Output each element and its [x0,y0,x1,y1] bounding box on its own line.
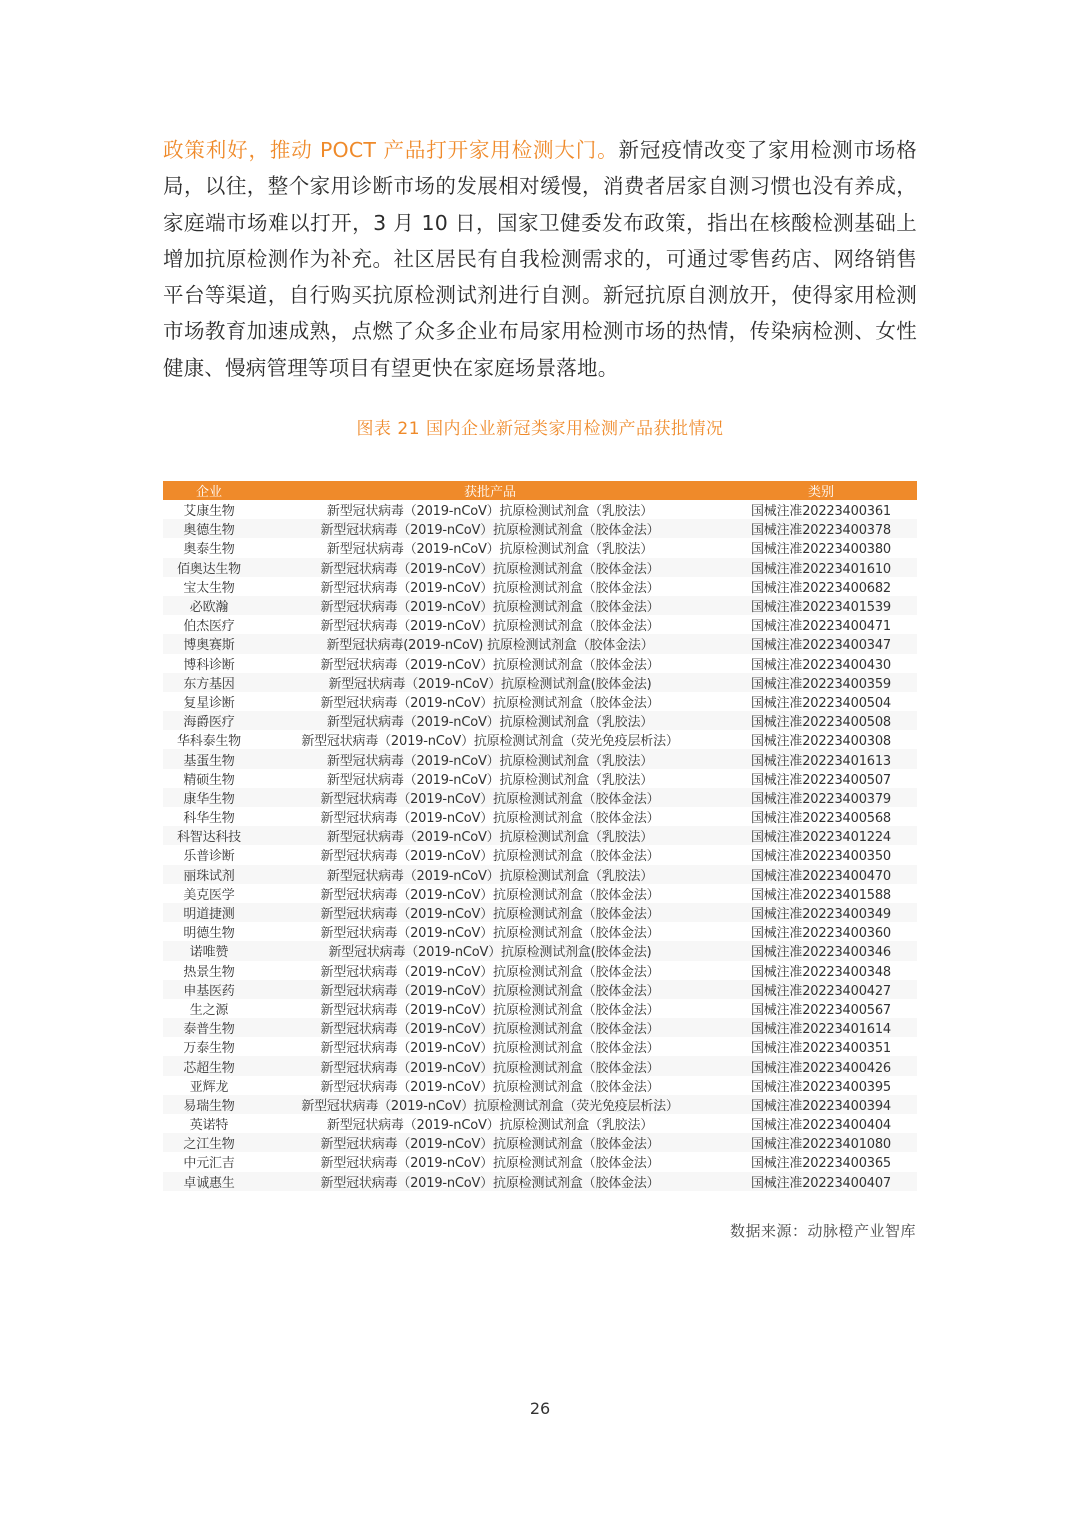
product-cell: 新型冠状病毒（2019-nCoV）抗原检测试剂盒（胶体金法） [255,1056,725,1075]
table-row [163,634,917,653]
table-row [163,980,917,999]
table-row [163,711,917,730]
category-cell: 国械注准20223400395 [751,1079,891,1095]
category-cell: 国械注准20223401080 [725,1133,917,1152]
company-cell: 诺唯赞 [163,941,255,960]
company-cell: 卓诚惠生 [163,1172,255,1191]
table-row [163,1114,917,1133]
company-cell: 美克医学 [183,887,235,903]
category-cell: 国械注准20223400507 [751,772,891,788]
category-cell: 国械注准20223400504 [751,695,891,711]
paragraph-lead: 政策利好，推动 POCT 产品打开家用检测大门。 [163,138,619,162]
category-cell: 国械注准20223400308 [751,734,891,750]
company-cell: 泰普生物 [163,1018,255,1037]
table-row [163,961,917,980]
product-cell: 新型冠状病毒（2019-nCoV）抗原检测试剂盒(胶体金法) [255,673,725,692]
figure-title: 图表 21 国内企业新冠类家用检测产品获批情况 [356,419,724,439]
company-cell: 丽珠试剂 [163,865,255,884]
product-cell: 新型冠状病毒（2019-nCoV）抗原检测试剂盒（胶体金法） [320,619,660,635]
product-cell: 新型冠状病毒（2019-nCoV）抗原检测试剂盒（乳胶法） [326,1118,654,1134]
category-cell: 国械注准20223400351 [751,1041,891,1057]
product-cell: 新型冠状病毒（2019-nCoV）抗原检测试剂盒（胶体金法） [255,596,725,615]
category-cell: 国械注准20223401539 [725,596,917,615]
product-cell: 新型冠状病毒（2019-nCoV）抗原检测试剂盒（乳胶法） [255,749,725,768]
table-row [163,1056,917,1075]
product-cell: 新型冠状病毒（2019-nCoV）抗原检测试剂盒（胶体金法） [320,695,660,711]
product-cell: 新型冠状病毒（2019-nCoV）抗原检测试剂盒（胶体金法） [320,849,660,865]
company-cell: 复星诊断 [183,695,235,711]
product-cell: 新型冠状病毒（2019-nCoV）抗原检测试剂盒（荧光免疫层析法） [301,734,679,750]
product-cell: 新型冠状病毒（2019-nCoV）抗原检测试剂盒(胶体金法) [255,941,725,960]
product-cell: 新型冠状病毒（2019-nCoV）抗原检测试剂盒（胶体金法） [255,1172,725,1191]
table-row [163,845,917,864]
company-cell: 科智达科技 [163,826,255,845]
table-row [163,807,917,826]
product-cell: 新型冠状病毒（2019-nCoV）抗原检测试剂盒（胶体金法） [320,580,660,596]
header-product: 获批产品 [255,481,725,500]
product-cell: 新型冠状病毒（2019-nCoV）抗原检测试剂盒（乳胶法） [326,772,654,788]
product-cell: 新型冠状病毒（2019-nCoV）抗原检测试剂盒（荧光免疫层析法） [255,1095,725,1114]
category-cell: 国械注准20223400346 [725,941,917,960]
category-cell: 国械注准20223400394 [725,1095,917,1114]
table-row [163,673,917,692]
product-cell: 新型冠状病毒(2019-nCoV) 抗原检测试剂盒（胶体金法） [255,634,725,653]
category-cell: 国械注准20223400568 [751,811,891,827]
table-row [163,1152,917,1171]
product-cell: 新型冠状病毒（2019-nCoV）抗原检测试剂盒（胶体金法） [320,657,660,673]
company-cell: 亚辉龙 [189,1079,229,1095]
category-cell: 国械注准20223401610 [725,558,917,577]
company-cell: 之江生物 [163,1133,255,1152]
company-cell: 必欧瀚 [163,596,255,615]
category-cell: 国械注准20223400407 [725,1172,917,1191]
table-row [163,1133,917,1152]
company-cell: 英诺特 [189,1118,229,1134]
paragraph-body: 新冠疫情改变了家用检测市场格局，以往，整个家用诊断市场的发展相对缓慢，消费者居家自测习惯也没有养成，家庭端市场难以打开，3 月 10 日，国家卫健委发布政策，指出在核酸检测基础上增加抗原检测作为补充。社区居民有自我检测需求的，可通过零售药店、网络销售平台等渠道，自行购买抗原检测试剂进行自测。新冠抗原自测放开，使得家用检测市场教育加速成熟，点燃了众多企业布局家用检测市场的热情，传染病检测、女性健康、慢病管理等项目有望更快在家庭场景落地。 [163,138,917,380]
table-row [163,1172,917,1191]
company-cell: 海爵医疗 [163,711,255,730]
company-cell: 博奥赛斯 [163,634,255,653]
product-cell: 新型冠状病毒（2019-nCoV）抗原检测试剂盒（胶体金法） [320,964,660,980]
header-category: 类别 [725,481,917,500]
category-cell: 国械注准20223401224 [725,826,917,845]
company-cell: 明德生物 [183,926,235,942]
data-source: 数据来源：动脉橙产业智库 [729,1222,916,1240]
category-cell: 国械注准20223401588 [751,887,891,903]
category-cell: 国械注准20223400379 [725,788,917,807]
table-body [163,500,917,1191]
table-row [163,865,917,884]
table-row [163,577,917,596]
table-row [163,922,917,941]
product-cell: 新型冠状病毒（2019-nCoV）抗原检测试剂盒（乳胶法） [255,711,725,730]
company-cell: 生之源 [189,1002,229,1018]
category-cell: 国械注准20223401614 [725,1018,917,1037]
category-cell: 国械注准20223400360 [751,926,891,942]
category-cell: 国械注准20223400508 [725,711,917,730]
product-cell: 新型冠状病毒（2019-nCoV）抗原检测试剂盒（胶体金法） [320,1002,660,1018]
product-cell: 新型冠状病毒（2019-nCoV）抗原检测试剂盒（乳胶法） [326,542,654,558]
product-cell: 新型冠状病毒（2019-nCoV）抗原检测试剂盒（胶体金法） [320,811,660,827]
category-cell: 国械注准20223400350 [751,849,891,865]
category-cell: 国械注准20223400378 [725,519,917,538]
table-header-row [163,481,917,500]
table-row [163,730,917,749]
company-cell: 芯超生物 [163,1056,255,1075]
category-cell: 国械注准20223400361 [751,504,891,520]
company-cell: 奥泰生物 [183,542,235,558]
category-cell: 国械注准20223400404 [751,1118,891,1134]
table-row [163,500,917,519]
category-cell: 国械注准20223400349 [725,903,917,922]
table-row [163,826,917,845]
product-cell: 新型冠状病毒（2019-nCoV）抗原检测试剂盒（乳胶法） [255,826,725,845]
category-cell: 国械注准20223400470 [725,865,917,884]
table-row [163,519,917,538]
table-row [163,615,917,634]
company-cell: 宝太生物 [183,580,235,596]
company-cell: 易瑞生物 [163,1095,255,1114]
approval-table-container [163,481,917,1191]
product-cell: 新型冠状病毒（2019-nCoV）抗原检测试剂盒（胶体金法） [255,1133,725,1152]
table-row [163,903,917,922]
company-cell: 佰奥达生物 [163,558,255,577]
company-cell: 艾康生物 [183,504,235,520]
header-company: 企业 [163,481,255,500]
category-cell: 国械注准20223400380 [751,542,891,558]
table-row [163,749,917,768]
product-cell: 新型冠状病毒（2019-nCoV）抗原检测试剂盒（乳胶法） [255,865,725,884]
table-row [163,558,917,577]
company-cell: 基蛋生物 [163,749,255,768]
company-cell: 万泰生物 [183,1041,235,1057]
company-cell: 科华生物 [183,811,235,827]
product-cell: 新型冠状病毒（2019-nCoV）抗原检测试剂盒（胶体金法） [320,1156,660,1172]
company-cell: 中元汇吉 [183,1156,235,1172]
category-cell: 国械注准20223400347 [725,634,917,653]
company-cell: 博科诊断 [183,657,235,673]
category-cell: 国械注准20223400426 [725,1056,917,1075]
company-cell: 精硕生物 [183,772,235,788]
product-cell: 新型冠状病毒（2019-nCoV）抗原检测试剂盒（胶体金法） [255,558,725,577]
company-cell: 明道捷测 [163,903,255,922]
table-row [163,1095,917,1114]
company-cell: 热景生物 [183,964,235,980]
table-row [163,1076,917,1095]
company-cell: 申基医药 [163,980,255,999]
table-row [163,769,917,788]
table-row [163,538,917,557]
category-cell: 国械注准20223400430 [751,657,891,673]
category-cell: 国械注准20223400427 [725,980,917,999]
table-row [163,941,917,960]
product-cell: 新型冠状病毒（2019-nCoV）抗原检测试剂盒（胶体金法） [255,1018,725,1037]
company-cell: 乐普诊断 [183,849,235,865]
table-row [163,788,917,807]
product-cell: 新型冠状病毒（2019-nCoV）抗原检测试剂盒（胶体金法） [255,903,725,922]
category-cell: 国械注准20223400365 [751,1156,891,1172]
product-cell: 新型冠状病毒（2019-nCoV）抗原检测试剂盒（胶体金法） [320,1079,660,1095]
company-cell: 伯杰医疗 [183,619,235,635]
product-cell: 新型冠状病毒（2019-nCoV）抗原检测试剂盒（乳胶法） [326,504,654,520]
category-cell: 国械注准20223401613 [725,749,917,768]
company-cell: 奥德生物 [163,519,255,538]
company-cell: 康华生物 [163,788,255,807]
page-number: 26 [529,1399,551,1418]
table-row [163,999,917,1018]
table-row [163,1037,917,1056]
product-cell: 新型冠状病毒（2019-nCoV）抗原检测试剂盒（胶体金法） [255,788,725,807]
table-row [163,654,917,673]
product-cell: 新型冠状病毒（2019-nCoV）抗原检测试剂盒（胶体金法） [320,926,660,942]
table-row [163,596,917,615]
table-row [163,1018,917,1037]
product-cell: 新型冠状病毒（2019-nCoV）抗原检测试剂盒（胶体金法） [320,1041,660,1057]
category-cell: 国械注准20223400567 [751,1002,891,1018]
product-cell: 新型冠状病毒（2019-nCoV）抗原检测试剂盒（胶体金法） [320,887,660,903]
table-row [163,692,917,711]
company-cell: 华科泰生物 [176,734,241,750]
body-paragraph [163,132,917,386]
product-cell: 新型冠状病毒（2019-nCoV）抗原检测试剂盒（胶体金法） [255,980,725,999]
table-row [163,884,917,903]
approval-table [163,481,917,1191]
category-cell: 国械注准20223400348 [751,964,891,980]
category-cell: 国械注准20223400359 [725,673,917,692]
product-cell: 新型冠状病毒（2019-nCoV）抗原检测试剂盒（胶体金法） [255,519,725,538]
company-cell: 东方基因 [163,673,255,692]
category-cell: 国械注准20223400471 [751,619,891,635]
category-cell: 国械注准20223400682 [751,580,891,596]
